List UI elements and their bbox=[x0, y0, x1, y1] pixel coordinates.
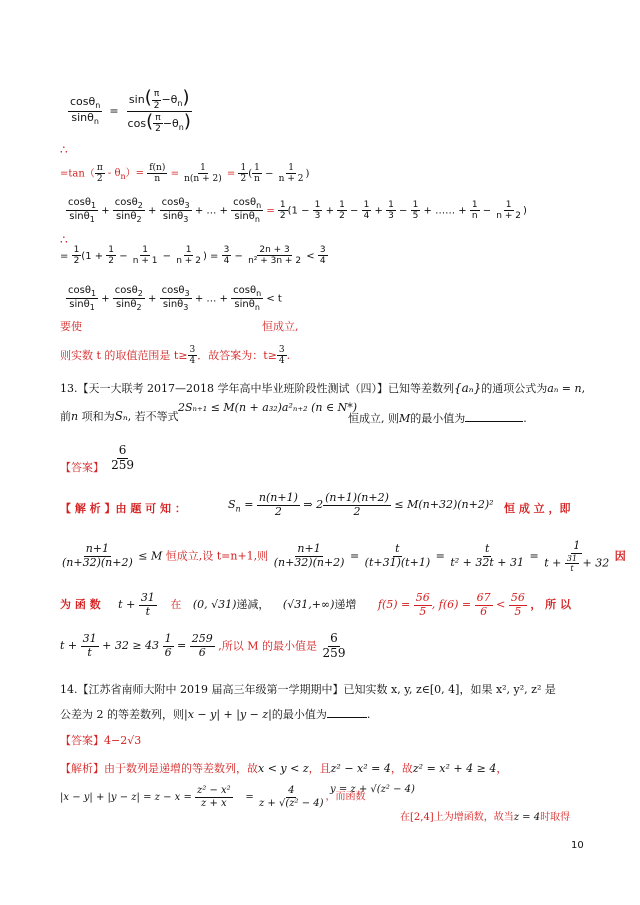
q14-line2-red3: 时取得 bbox=[540, 812, 571, 823]
q13-analysis-label: 【 解 析 】 bbox=[60, 502, 116, 515]
q14-analysis-1b: ，且 bbox=[308, 762, 331, 775]
q14-answer bbox=[60, 732, 141, 748]
q14-line2-red1: ，而函数 bbox=[325, 791, 366, 803]
q13-n: n bbox=[71, 410, 79, 423]
q14-stem-a: 已知实数 x, y, z∈[0, 4]，如果 x², y², z² 是 bbox=[343, 683, 556, 696]
q14-line2-red2: 在[2,4]上为增函数，故当 bbox=[400, 812, 514, 823]
q14-analysis-label: 【解析】 bbox=[60, 762, 104, 775]
q14-analysis-line2: |x − y| + |y − z| = z − x = $\frac{\text{z² − x²}}{z + x}$ = $\frac{4}{\text{z + √(z² − 4)}}$ ，而函数 bbox=[60, 785, 366, 809]
q13-answer-den: 259 bbox=[111, 457, 134, 472]
q13-stem-b: 的通项公式为 bbox=[481, 382, 548, 395]
q13-answer-num: 6 bbox=[118, 443, 127, 457]
q13-stem-e: , 若不等式 bbox=[127, 410, 179, 423]
q13-analysis-1: 由 题 可 知 ： bbox=[115, 502, 186, 515]
q13-analysis-line2: $\frac{n+1}{(n+32)(n+2)}$ ≤ M 恒成立,设 t=n+1,则 $\frac{n+1}{(n+32)(n+2)}$ = $\frac{t}{(t+31)(t+1)}$ = $\frac{t}{\text{t² + 32t + 31}}$ = 1 t + $\frac{31}{t}$ + 32 因 bbox=[62, 539, 626, 573]
q14-answer-label: 【答案】 bbox=[60, 734, 104, 747]
bound-line: = $\frac{1}{2}$ (1 + $\frac{1}{2}$ − $\frac{1}{n + 1}$ − $\frac{1}{n + 2}$ ) = $\frac{3}{4}$ − $\frac{2n + 3}{\text{n² + 3n + 2}}$ < $\frac{3}{4}$ bbox=[60, 245, 326, 267]
q14-cond2: z² − x² = 4 bbox=[330, 762, 391, 775]
q14-stem-line1 bbox=[60, 681, 556, 697]
yao-shi: 要使 bbox=[60, 320, 82, 333]
q14-source: 【江苏省南师大附中 2019 届高三年级第一学期期中】 bbox=[77, 683, 344, 696]
q13-stem-line1: 13.【天一大联考 2017—2018 学年高中毕业班阶段性测试（四）】已知等差数列{aₙ}的通项公式为aₙ = n, bbox=[60, 381, 586, 395]
ineq-line: $\frac{\cos\theta_1}{\sin\theta_1}$ + $\frac{\cos\theta_2}{\sin\theta_2}$ + $\frac{\cos\theta_3}{\sin\theta_3}$ + … + $\frac{\cos\theta_n}{\sin\theta_n}$ < t bbox=[68, 285, 282, 313]
therefore-1: ∴ bbox=[60, 143, 68, 157]
q14-stem-line2: 公差为 2 的等差数列，则|x − y| + |y − z|的最小值为 . bbox=[60, 708, 371, 721]
q14-stem-c: 的最小值为 bbox=[271, 708, 327, 721]
q14-cond3: z² = x² + 4 ≥ 4 bbox=[412, 762, 497, 775]
q13-blank bbox=[465, 411, 523, 422]
q13-formula: aₙ = n bbox=[547, 382, 582, 395]
q13-analysis-2-tail: 因 bbox=[614, 549, 626, 563]
q13-analysis-line3: 为 函 数 t + $\frac{31}{t}$ 在 (0, √31)递减， (√31,+∞)递增 f(5) = $\frac{56}{5}$ , f(6) = $\frac{67}{6}$ < $\frac{56}{5}$ ， 所 以 bbox=[60, 591, 571, 618]
cot-identity: $\frac{\cos\theta_n}{\sin\theta_n}$ = sin( $\frac{\pi}{2}$ $-\theta_n$) cos( $\frac{\pi}{2}$ $-\theta_n$) bbox=[70, 87, 191, 135]
q13-answer bbox=[60, 443, 136, 481]
q13-stem-c: 前 bbox=[60, 410, 71, 423]
q14-analysis-1c: ，故 bbox=[390, 762, 413, 775]
q13-number: 13. bbox=[60, 382, 78, 395]
q14-line2-tail bbox=[400, 808, 570, 823]
page-number: 10 bbox=[571, 840, 584, 851]
q13-stem-g: 的最小值为 bbox=[410, 412, 466, 425]
q14-answer-value: 4−2√3 bbox=[104, 734, 142, 747]
q14-number: 14. bbox=[60, 683, 78, 696]
q13-stem-f: 恒成立, 则 bbox=[348, 412, 399, 425]
q13-analysis-3-a: 为 函 数 bbox=[60, 598, 101, 612]
q13-analysis-2-red: 恒成立,设 t=n+1,则 bbox=[165, 549, 269, 563]
therefore-2: ∴ bbox=[60, 233, 68, 247]
q13-stem-tail: 恒成立, 则M的最小值为 . bbox=[348, 412, 527, 425]
q14-line2-fn: y = z + √(z² − 4) bbox=[330, 784, 415, 795]
q13-stem-a: 已知等差数列 bbox=[387, 382, 454, 395]
q13-sn: Sₙ bbox=[114, 409, 128, 423]
q13-analysis-4-text: ,所以 M 的最小值是 bbox=[218, 639, 318, 653]
q13-stem-line2: 前n 项和为Sₙ, 若不等式 bbox=[60, 409, 179, 423]
q13-analysis-3-d: 递增 bbox=[334, 598, 357, 612]
q13-analysis-line4: t + $\frac{31}{t}$ + 32 ≥ 43 $\frac{1}{6}$ = $\frac{259}{6}$ ,所以 M 的最小值是 $\frac{6}{259}$ bbox=[60, 631, 346, 660]
q14-analysis-line1 bbox=[60, 760, 507, 776]
q13-inequality: 2Sₙ₊₁ ≤ M(n + a₃₂)a²ₙ₊₂ (n ∈ N*) bbox=[178, 401, 358, 414]
q14-cond1: x < y < z bbox=[258, 762, 309, 775]
q14-line2-cond: z = 4 bbox=[513, 812, 541, 823]
range-line: 则实数 t 的取值范围是 t≥ $\frac{3}{4}$ ．故答案为：t≥ $\frac{3}{4}$ . bbox=[60, 345, 291, 367]
q13-analysis-1-tail: 恒 成 立 ，即 bbox=[504, 502, 571, 515]
q13-seq: {aₙ} bbox=[453, 381, 482, 395]
q13-m: M bbox=[399, 412, 411, 425]
q14-analysis-1: 由于数列是递增的等差数列，故 bbox=[104, 762, 258, 775]
q14-expr: |x − y| + |y − z| bbox=[184, 708, 272, 721]
tan-line: =tan（ $\frac{\pi}{2}$ - $\theta_n)=$ $\frac{f(n)}{n}$ = $\frac{1}{n(n + 2)}$ = $\frac{1}{2}$ ( $\frac{1}{n}$ − $\frac{1}{n + 2}$ ) bbox=[60, 163, 310, 185]
q13-analysis-math1: $S_n$ = $\frac{n(n+1)}{2}$ ⇒ 2 $\frac{(n+1)(n+2)}{2}$ ≤ M(n+32)(n+2)² bbox=[228, 491, 494, 518]
q13-analysis-3-e: ， 所 以 bbox=[530, 598, 571, 612]
q13-analysis-line1 bbox=[60, 500, 186, 516]
q14-blank bbox=[327, 707, 367, 718]
q13-source: 【天一大联考 2017—2018 学年高中毕业班阶段性测试（四）】 bbox=[77, 382, 388, 395]
heng-cheng-li: 恒成立, bbox=[262, 320, 299, 333]
sum-line: $\frac{\cos\theta_1}{\sin\theta_1}$ + $\frac{\cos\theta_2}{\sin\theta_2}$ + $\frac{\cos\theta_3}{\sin\theta_3}$ + … + $\frac{\cos\theta_n}{\sin\theta_n}$ = $\frac{1}{2}$ (1 − $\frac{1}{3}$ + $\frac{1}{2}$ − $\frac{1}{4}$ + $\frac{1}{3}$ − $\frac{1}{5}$ + …… + $\frac{1}{n}$ − $\frac{1}{n + 2}$ ) bbox=[68, 197, 527, 225]
q13-answer-label: 【答案】 bbox=[60, 460, 104, 474]
q13-analysis-3-b: 在 bbox=[170, 598, 182, 612]
q13-analysis-3-c: 递减， bbox=[236, 598, 270, 612]
q14-stem-b: 公差为 2 的等差数列，则 bbox=[60, 708, 184, 721]
q14-analysis-1d: ， bbox=[496, 762, 508, 775]
